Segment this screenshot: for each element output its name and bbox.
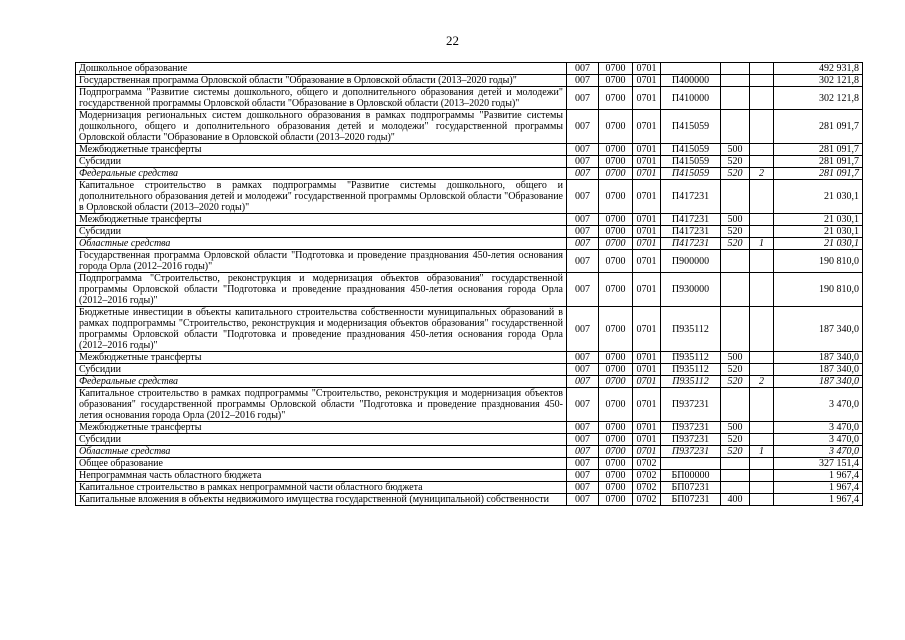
table-row xyxy=(76,388,863,422)
section-code: 0700 xyxy=(599,352,633,364)
amount: 187 340,0 xyxy=(774,307,863,352)
subsection-code: 0701 xyxy=(633,446,661,458)
subsection-code: 0701 xyxy=(633,364,661,376)
amount: 1 967,4 xyxy=(774,482,863,494)
section-code: 0700 xyxy=(599,307,633,352)
amount: 21 030,1 xyxy=(774,180,863,214)
subsection-code: 0701 xyxy=(633,168,661,180)
table-row xyxy=(76,238,863,250)
fund-code: 1 xyxy=(750,446,774,458)
amount: 3 470,0 xyxy=(774,434,863,446)
program-code: П935112 xyxy=(661,307,721,352)
table-row xyxy=(76,75,863,87)
amount: 281 091,7 xyxy=(774,168,863,180)
section-code: 0700 xyxy=(599,388,633,422)
expense-type-code: 520 xyxy=(721,446,750,458)
ministry-code: 007 xyxy=(567,214,599,226)
program-code: П935112 xyxy=(661,376,721,388)
page-number: 22 xyxy=(446,33,459,48)
program-code: П417231 xyxy=(661,180,721,214)
section-code: 0700 xyxy=(599,156,633,168)
program-code xyxy=(661,63,721,75)
expense-type-code: 520 xyxy=(721,226,750,238)
section-code: 0700 xyxy=(599,482,633,494)
table-row xyxy=(76,364,863,376)
fund-code xyxy=(750,63,774,75)
ministry-code: 007 xyxy=(567,63,599,75)
amount: 492 931,8 xyxy=(774,63,863,75)
fund-code xyxy=(750,250,774,273)
fund-code xyxy=(750,214,774,226)
subsection-code: 0701 xyxy=(633,87,661,110)
ministry-code: 007 xyxy=(567,376,599,388)
program-code: П930000 xyxy=(661,273,721,307)
expense-type-code xyxy=(721,273,750,307)
row-name: Капитальное строительство в рамках непрограммной части областного бюджета xyxy=(76,482,567,494)
row-name: Общее образование xyxy=(76,458,567,470)
ministry-code: 007 xyxy=(567,110,599,144)
table-row xyxy=(76,352,863,364)
amount: 3 470,0 xyxy=(774,422,863,434)
subsection-code: 0701 xyxy=(633,422,661,434)
amount: 1 967,4 xyxy=(774,494,863,506)
row-name: Государственная программа Орловской области "Образование в Орловской области (2013–2020 годы)" xyxy=(76,75,567,87)
program-code: П900000 xyxy=(661,250,721,273)
fund-code xyxy=(750,226,774,238)
expense-type-code: 500 xyxy=(721,144,750,156)
subsection-code: 0701 xyxy=(633,273,661,307)
row-name: Федеральные средства xyxy=(76,168,567,180)
subsection-code: 0702 xyxy=(633,482,661,494)
ministry-code: 007 xyxy=(567,180,599,214)
program-code: БП07231 xyxy=(661,482,721,494)
table-row xyxy=(76,470,863,482)
section-code: 0700 xyxy=(599,168,633,180)
budget-table-body xyxy=(76,63,863,506)
fund-code xyxy=(750,422,774,434)
fund-code xyxy=(750,482,774,494)
amount: 21 030,1 xyxy=(774,226,863,238)
section-code: 0700 xyxy=(599,75,633,87)
subsection-code: 0701 xyxy=(633,180,661,214)
expense-type-code xyxy=(721,250,750,273)
row-name: Подпрограмма "Строительство, реконструкция и модернизация объектов образования" государственной программы Орловской области "Подготовка и проведение празднования 450-летия основания города Орла (2012–2016 годы)" xyxy=(76,273,567,307)
program-code: П415059 xyxy=(661,168,721,180)
ministry-code: 007 xyxy=(567,482,599,494)
ministry-code: 007 xyxy=(567,388,599,422)
section-code: 0700 xyxy=(599,87,633,110)
subsection-code: 0701 xyxy=(633,226,661,238)
table-row xyxy=(76,110,863,144)
section-code: 0700 xyxy=(599,434,633,446)
row-name: Межбюджетные трансферты xyxy=(76,214,567,226)
fund-code xyxy=(750,364,774,376)
expense-type-code xyxy=(721,87,750,110)
fund-code xyxy=(750,352,774,364)
ministry-code: 007 xyxy=(567,307,599,352)
expense-type-code xyxy=(721,75,750,87)
expense-type-code xyxy=(721,110,750,144)
ministry-code: 007 xyxy=(567,494,599,506)
row-name: Дошкольное образование xyxy=(76,63,567,75)
program-code: П937231 xyxy=(661,434,721,446)
section-code: 0700 xyxy=(599,458,633,470)
program-code: БП07231 xyxy=(661,494,721,506)
fund-code xyxy=(750,87,774,110)
program-code: П937231 xyxy=(661,422,721,434)
ministry-code: 007 xyxy=(567,352,599,364)
subsection-code: 0701 xyxy=(633,388,661,422)
amount: 1 967,4 xyxy=(774,470,863,482)
subsection-code: 0701 xyxy=(633,376,661,388)
fund-code: 2 xyxy=(750,168,774,180)
row-name: Федеральные средства xyxy=(76,376,567,388)
subsection-code: 0701 xyxy=(633,156,661,168)
ministry-code: 007 xyxy=(567,238,599,250)
subsection-code: 0701 xyxy=(633,307,661,352)
ministry-code: 007 xyxy=(567,470,599,482)
fund-code xyxy=(750,307,774,352)
fund-code xyxy=(750,470,774,482)
section-code: 0700 xyxy=(599,144,633,156)
row-name: Субсидии xyxy=(76,156,567,168)
expense-type-code: 520 xyxy=(721,156,750,168)
ministry-code: 007 xyxy=(567,250,599,273)
budget-table xyxy=(75,62,863,506)
ministry-code: 007 xyxy=(567,434,599,446)
table-row xyxy=(76,226,863,238)
expense-type-code: 400 xyxy=(721,494,750,506)
expense-type-code xyxy=(721,470,750,482)
expense-type-code xyxy=(721,388,750,422)
table-row xyxy=(76,446,863,458)
row-name: Областные средства xyxy=(76,446,567,458)
ministry-code: 007 xyxy=(567,168,599,180)
table-row xyxy=(76,494,863,506)
expense-type-code xyxy=(721,458,750,470)
expense-type-code: 500 xyxy=(721,214,750,226)
expense-type-code: 520 xyxy=(721,364,750,376)
table-row xyxy=(76,168,863,180)
ministry-code: 007 xyxy=(567,226,599,238)
amount: 302 121,8 xyxy=(774,87,863,110)
program-code: П417231 xyxy=(661,238,721,250)
subsection-code: 0702 xyxy=(633,470,661,482)
row-name: Межбюджетные трансферты xyxy=(76,422,567,434)
table-row xyxy=(76,482,863,494)
fund-code xyxy=(750,494,774,506)
subsection-code: 0702 xyxy=(633,494,661,506)
expense-type-code xyxy=(721,307,750,352)
section-code: 0700 xyxy=(599,180,633,214)
row-name: Капитальные вложения в объекты недвижимого имущества государственной (муниципальной) собственности xyxy=(76,494,567,506)
table-row xyxy=(76,180,863,214)
expense-type-code xyxy=(721,180,750,214)
amount: 187 340,0 xyxy=(774,364,863,376)
row-name: Межбюджетные трансферты xyxy=(76,144,567,156)
program-code: П415059 xyxy=(661,144,721,156)
expense-type-code: 500 xyxy=(721,352,750,364)
table-row xyxy=(76,458,863,470)
row-name: Государственная программа Орловской области "Подготовка и проведение празднования 450-летия основания города Орла (2012–2016 годы)" xyxy=(76,250,567,273)
table-row xyxy=(76,63,863,75)
program-code: П935112 xyxy=(661,364,721,376)
table-row xyxy=(76,376,863,388)
fund-code xyxy=(750,273,774,307)
table-row xyxy=(76,156,863,168)
subsection-code: 0701 xyxy=(633,238,661,250)
ministry-code: 007 xyxy=(567,364,599,376)
row-name: Модернизация региональных систем дошкольного образования в рамках подпрограммы "Развитие системы дошкольного, общего и дополнительного образования детей и молодежи" государственной программы Орловской области "Образование в Орловской области (2013–2020 годы)" xyxy=(76,110,567,144)
expense-type-code: 500 xyxy=(721,422,750,434)
row-name: Непрограммная часть областного бюджета xyxy=(76,470,567,482)
program-code: П410000 xyxy=(661,87,721,110)
ministry-code: 007 xyxy=(567,87,599,110)
subsection-code: 0702 xyxy=(633,458,661,470)
section-code: 0700 xyxy=(599,470,633,482)
row-name: Субсидии xyxy=(76,226,567,238)
subsection-code: 0701 xyxy=(633,250,661,273)
program-code xyxy=(661,458,721,470)
amount: 3 470,0 xyxy=(774,446,863,458)
program-code: П935112 xyxy=(661,352,721,364)
table-row xyxy=(76,87,863,110)
program-code: П417231 xyxy=(661,214,721,226)
section-code: 0700 xyxy=(599,214,633,226)
row-name: Областные средства xyxy=(76,238,567,250)
expense-type-code: 520 xyxy=(721,376,750,388)
section-code: 0700 xyxy=(599,422,633,434)
expense-type-code xyxy=(721,482,750,494)
table-row xyxy=(76,307,863,352)
row-name: Субсидии xyxy=(76,434,567,446)
row-name: Капитальное строительство в рамках подпрограммы "Развитие системы дошкольного, общего и дополнительного образования детей и молодежи" государственной программы Орловской области "Образование в Орловской области (2013–2020 годы)" xyxy=(76,180,567,214)
section-code: 0700 xyxy=(599,376,633,388)
section-code: 0700 xyxy=(599,250,633,273)
program-code: П415059 xyxy=(661,110,721,144)
section-code: 0700 xyxy=(599,364,633,376)
table-row xyxy=(76,273,863,307)
fund-code xyxy=(750,75,774,87)
ministry-code: 007 xyxy=(567,156,599,168)
ministry-code: 007 xyxy=(567,273,599,307)
table-row xyxy=(76,144,863,156)
row-name: Бюджетные инвестиции в объекты капитального строительства собственности муниципальных образований в рамках подпрограммы "Строительство, реконструкция и модернизация объектов образования" государственной программы Орловской области "Подготовка и проведение празднования 450-летия основания города Орла (2012–2016 годы)" xyxy=(76,307,567,352)
fund-code: 1 xyxy=(750,238,774,250)
subsection-code: 0701 xyxy=(633,214,661,226)
fund-code xyxy=(750,144,774,156)
program-code: П415059 xyxy=(661,156,721,168)
amount: 187 340,0 xyxy=(774,352,863,364)
table-row xyxy=(76,422,863,434)
ministry-code: 007 xyxy=(567,75,599,87)
program-code: П937231 xyxy=(661,446,721,458)
row-name: Субсидии xyxy=(76,364,567,376)
ministry-code: 007 xyxy=(567,422,599,434)
amount: 187 340,0 xyxy=(774,376,863,388)
program-code: П937231 xyxy=(661,388,721,422)
subsection-code: 0701 xyxy=(633,352,661,364)
subsection-code: 0701 xyxy=(633,110,661,144)
section-code: 0700 xyxy=(599,238,633,250)
section-code: 0700 xyxy=(599,494,633,506)
section-code: 0700 xyxy=(599,110,633,144)
subsection-code: 0701 xyxy=(633,63,661,75)
fund-code xyxy=(750,388,774,422)
amount: 3 470,0 xyxy=(774,388,863,422)
subsection-code: 0701 xyxy=(633,75,661,87)
ministry-code: 007 xyxy=(567,144,599,156)
program-code: П400000 xyxy=(661,75,721,87)
expense-type-code: 520 xyxy=(721,168,750,180)
fund-code xyxy=(750,156,774,168)
amount: 21 030,1 xyxy=(774,238,863,250)
ministry-code: 007 xyxy=(567,458,599,470)
row-name: Межбюджетные трансферты xyxy=(76,352,567,364)
fund-code: 2 xyxy=(750,376,774,388)
row-name: Капитальное строительство в рамках подпрограммы "Строительство, реконструкция и модернизация объектов образования" государственной программы Орловской области "Подготовка и проведение празднования 450-летия основания города Орла (2012–2016 годы)" xyxy=(76,388,567,422)
section-code: 0700 xyxy=(599,446,633,458)
program-code: П417231 xyxy=(661,226,721,238)
amount: 327 151,4 xyxy=(774,458,863,470)
section-code: 0700 xyxy=(599,226,633,238)
fund-code xyxy=(750,180,774,214)
amount: 21 030,1 xyxy=(774,214,863,226)
subsection-code: 0701 xyxy=(633,434,661,446)
program-code: БП00000 xyxy=(661,470,721,482)
subsection-code: 0701 xyxy=(633,144,661,156)
expense-type-code xyxy=(721,63,750,75)
amount: 190 810,0 xyxy=(774,273,863,307)
amount: 190 810,0 xyxy=(774,250,863,273)
expense-type-code: 520 xyxy=(721,238,750,250)
table-row xyxy=(76,214,863,226)
table-row xyxy=(76,434,863,446)
amount: 281 091,7 xyxy=(774,144,863,156)
row-name: Подпрограмма "Развитие системы дошкольного, общего и дополнительного образования детей и молодежи" государственной программы Орловской области "Образование в Орловской области (2013–2020 годы)" xyxy=(76,87,567,110)
section-code: 0700 xyxy=(599,273,633,307)
amount: 281 091,7 xyxy=(774,156,863,168)
fund-code xyxy=(750,434,774,446)
amount: 281 091,7 xyxy=(774,110,863,144)
table-row xyxy=(76,250,863,273)
fund-code xyxy=(750,458,774,470)
fund-code xyxy=(750,110,774,144)
ministry-code: 007 xyxy=(567,446,599,458)
section-code: 0700 xyxy=(599,63,633,75)
amount: 302 121,8 xyxy=(774,75,863,87)
expense-type-code: 520 xyxy=(721,434,750,446)
